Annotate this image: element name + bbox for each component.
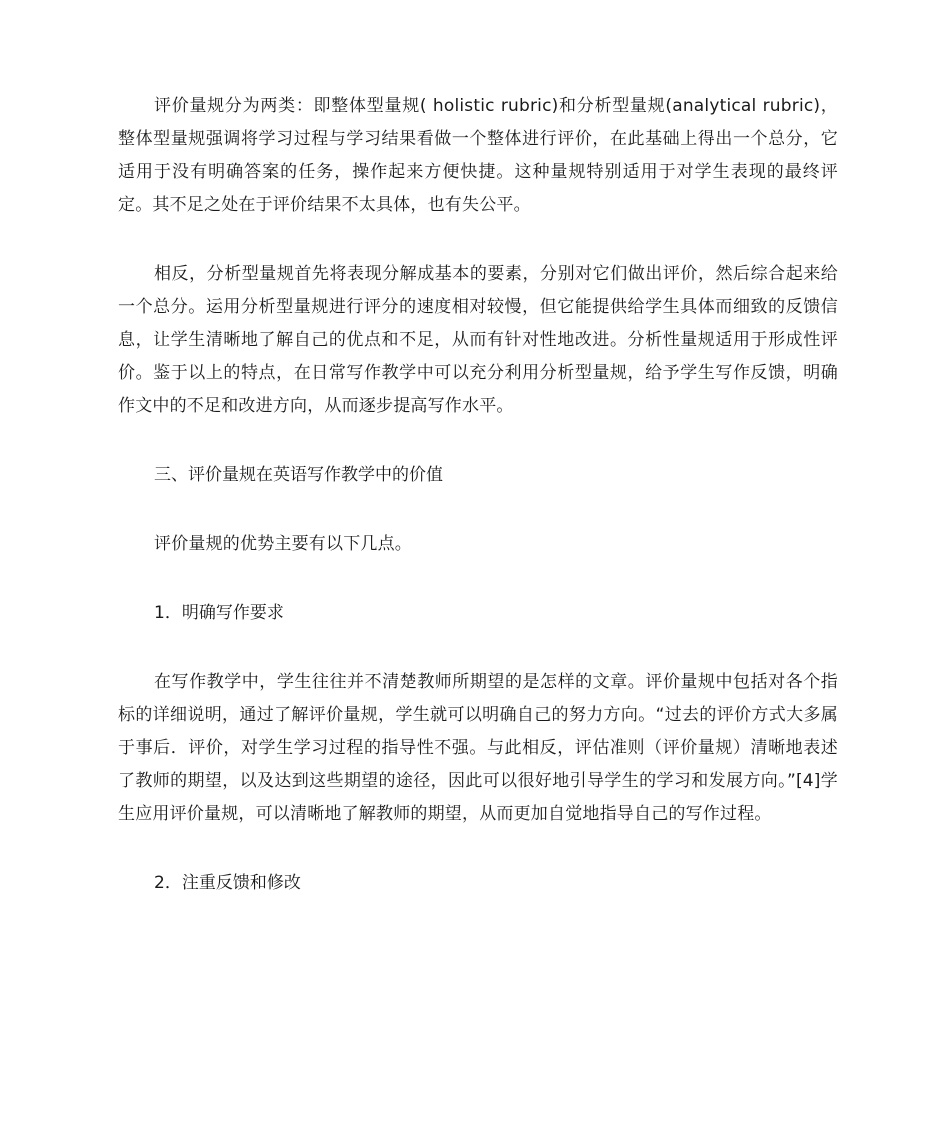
document-page	[118, 90, 838, 936]
subheading-feedback-revision: 2．注重反馈和修改	[154, 873, 301, 893]
section-heading-value: 三、评价量规在英语写作教学中的价值	[154, 465, 443, 485]
paragraph-rubric-types: 评价量规分为两类：即整体型量规( holistic rubric)和分析型量规(analytical rubric)，整体型量规强调将学习过程与学习结果看做一个整体进行评价，在此基础上得出一个总分，它适用于没有明确答案的任务，操作起来方便快捷。这种量规特别适用于对学生表现的最终评定。其不足之处在于评价结果不太具体，也有失公平。	[118, 96, 838, 215]
paragraph-clear-requirements: 在写作教学中，学生往往并不清楚教师所期望的是怎样的文章。评价量规中包括对各个指标的详细说明，通过了解评价量规，学生就可以明确自己的努力方向。“过去的评价方式大多属于事后．评价，对学生学习过程的指导性不强。与此相反，评估准则（评价量规）清晰地表述了教师的期望，以及达到这些期望的途径，因此可以很好地引导学生的学习和发展方向。”[4]学生应用评价量规，可以清晰地了解教师的期望，从而更加自觉地指导自己的写作过程。	[118, 672, 838, 824]
paragraph-analytical-rubric: 相反，分析型量规首先将表现分解成基本的要素，分别对它们做出评价，然后综合起来给一个总分。运用分析型量规进行评分的速度相对较慢，但它能提供给学生具体而细致的反馈信息，让学生清晰地了解自己的优点和不足，从而有针对性地改进。分析性量规适用于形成性评价。鉴于以上的特点，在日常写作教学中可以充分利用分析型量规，给予学生写作反馈，明确作文中的不足和改进方向，从而逐步提高写作水平。	[118, 264, 838, 416]
paragraph-advantages-intro: 评价量规的优势主要有以下几点。	[154, 534, 412, 554]
subheading-clear-requirements: 1．明确写作要求	[154, 603, 284, 623]
